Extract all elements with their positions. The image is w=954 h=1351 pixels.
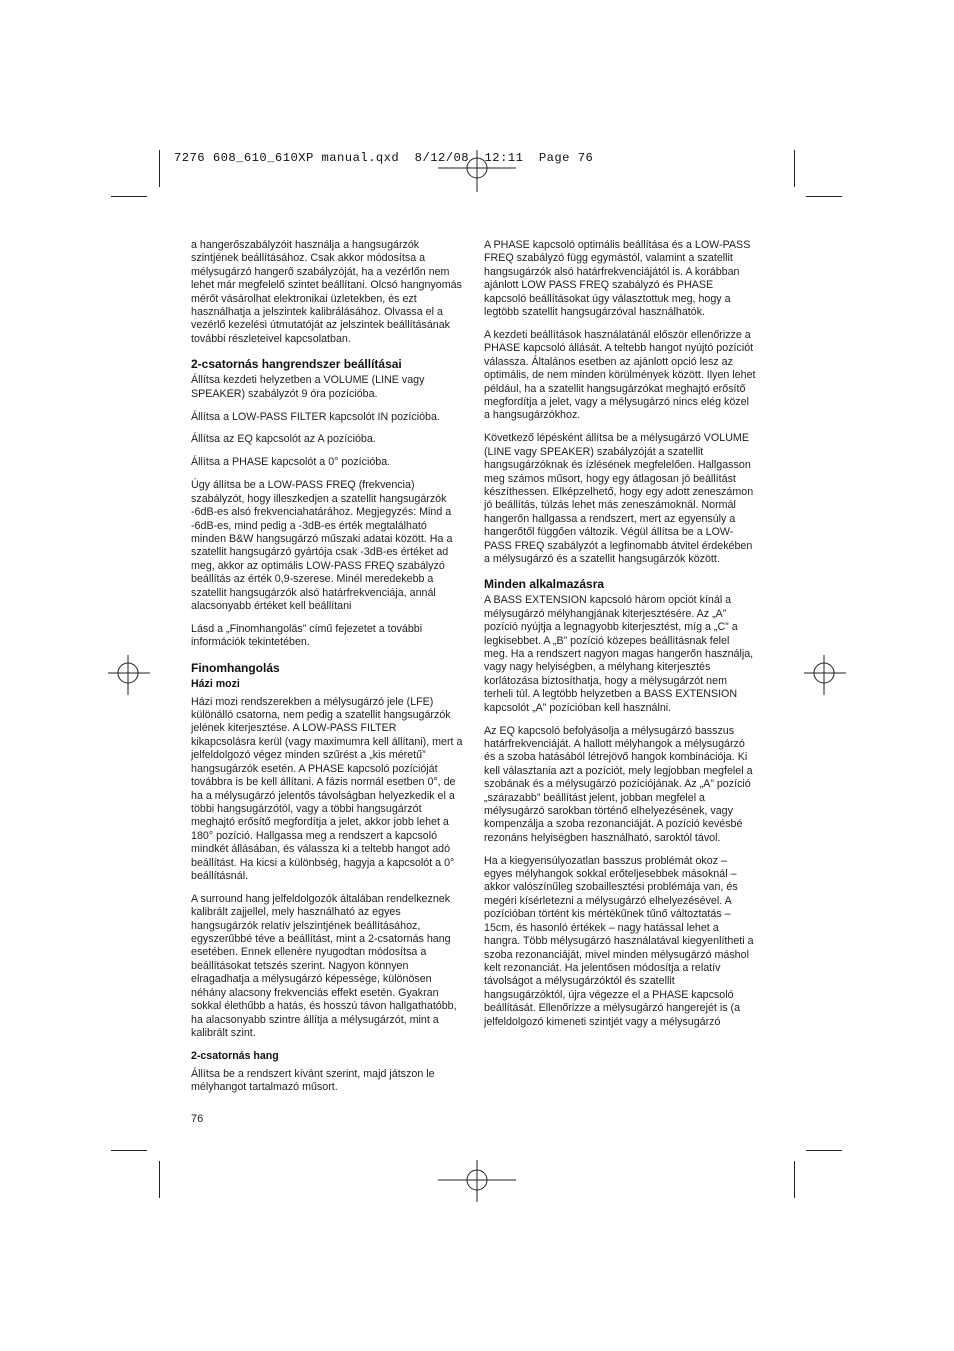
paragraph: A surround hang jelfeldolgozók általában rendelkeznek kalibrált zajjellel, mely használható az egyes hangsugárzók relatív jelszintjének beállításához, egyszerűbbé téve a beállítást, mint a 2-csatornás hang esetében. Ennek ellenére nyugodtan módosítsa a beállításokat tetszés szerint. Nagyon könnyen elragadhatja a mélysugárzó képessége, különösen néhány alacsony frekvenciás effekt esetén. Gyakran sokkal élethűbb a hatás, és hosszú távon hallgathatóbb, ha alacsonyabb szintre állítja a mélysugárzót, mint a kalibrált szint.: [191, 892, 457, 1039]
paragraph: Ha a kiegyensúlyozatlan basszus problémát okoz – egyes mélyhangok sokkal erőteljesebbek másoknál – akkor valószínűleg szobaillesztési problémája van, és megéri kísérletezni a mélysugárzó elhelyezésével. A pozícióban történt kis mértékűnek tűnő változtatás – 15cm, és hasonló értékek – nagy hatással lehet a hangra. Több mélysugárzó használatával kiegyenlítheti a szoba rezonanciáját, mivel minden mélysugárzó máshol kelt rezonanciát. Ha jelentősen módosítja a relatív távolságot a mélysugárzóktól és szatellit hangsugárzóktól, újra végezze el a PHASE kapcsoló beállítását. Ellenőrizze a mélysugárzó hangerejét is (a jelfeldolgozó kimeneti szintjét vagy a mélysugárzó: [484, 854, 754, 1028]
crop-mark-top-right-h: [806, 196, 842, 197]
subheading-2-channel-audio: 2-csatornás hang: [191, 1049, 279, 1062]
crop-mark-bottom-left-h: [111, 1150, 147, 1151]
section-heading-2-channel-setup: 2-csatornás hangrendszer beállításai: [191, 357, 402, 372]
section-heading-fine-tuning: Finomhangolás: [191, 660, 280, 675]
registration-mark-right: [804, 655, 846, 695]
intro-paragraph: a hangerőszabályzóit használja a hangsugárzók szintjének beállításához. Csak akkor módosítsa a mélysugárzó hangerő szabályzóját, ha a vezérlőn nem lehet már megfelelő szintet beállítani. Olcsó hangnyomás mérőt vásárolhat elektronikai üzletekben, és ezt használhatja a jelszintek kalibrálásához. Olvassa el a vezérlő kezelési útmutatóját az jelszintek beállításának további részleteivel kapcsolatban.: [191, 239, 462, 345]
paragraph: Úgy állítsa be a LOW-PASS FREQ (frekvencia) szabályzót, hogy illeszkedjen a szatellit hangsugárzók -6dB-es alsó frekvenciahatárához. Megjegyzés: Mind a -6dB-es, mind pedig a -3dB-es érték megtalálható minden B&W hangsugárzó műszaki adatai között. Ha a szatellit hangsugárzó gyártója csak -3dB-es értéket ad meg, akkor az optimális LOW-PASS FREQ szabályzó beállítás az érték 0,9-szerese. Minél meredekebb a szatellit hangsugárzók alsó határfrekvenciája, annál alacsonyabb értéket kell beállítani: [191, 479, 453, 612]
paragraph: Következő lépésként állítsa be a mélysugárzó VOLUME (LINE vagy SPEAKER) szabályzóját a szatellit hangsugárzóknak és ízlésének megfelelően. Hallgasson meg számos műsort, hogy egy átlagosan jó beállítást készíthessen. Elképzelhető, hogy egy adott zeneszámon jó beállítás, túlzás lehet más zeneszámoknál. Normál hangerőn hallgassa a rendszert, mert az egyensúly a hangerőtől függően változik. Végül állítsa be a LOW-PASS FREQ szabályzót a legfinomabb átvitel érdekében a mélysugárzó és a szatellit hangsugárzók között.: [484, 432, 754, 565]
paragraph: Állítsa a PHASE kapcsolót a 0° pozícióba.: [191, 456, 391, 469]
paragraph: A kezdeti beállítások használatánál először ellenőrizze a PHASE kapcsoló állását. A teltebb hangot nyújtó pozíciót válassza. Általános esetben az ajánlott opció lesz az optimális, de nem minden körülmények között. Ilyen lehet például, ha a szatellit hangsugárzókat meghajtó erősítő megfordítja a jelet, vagy a mélysugárzó nincs elég közel a hangsugárzókhoz.: [484, 328, 756, 422]
left-column: [191, 239, 463, 1104]
crop-mark-bottom-left-v: [159, 1161, 160, 1198]
paragraph: Állítsa kezdeti helyzetben a VOLUME (LINE vagy SPEAKER) szabályzót 9 óra pozícióba.: [191, 374, 425, 400]
print-slug-line: 7276 608_610_610XP manual.qxd 8/12/08 12:11 Page 76: [174, 151, 594, 165]
section-heading-all-applications: Minden alkalmazásra: [484, 577, 605, 592]
paragraph: Állítsa a LOW-PASS FILTER kapcsolót IN pozícióba.: [191, 410, 440, 423]
registration-mark-bottom: [438, 1160, 516, 1202]
crop-mark-top-right-v: [794, 150, 795, 187]
registration-mark-left: [108, 655, 150, 695]
crop-mark-bottom-right-v: [794, 1161, 795, 1198]
paragraph: Állítsa az EQ kapcsolót az A pozícióba.: [191, 433, 376, 446]
crop-mark-bottom-right-h: [806, 1150, 842, 1151]
paragraph: A BASS EXTENSION kapcsoló három opciót kínál a mélysugárzó mélyhangjának kiterjesztésére. Az „A” pozíció nyújtja a legnagyobb kiterjesztést, míg a „C” a legkisebbet. A „B” pozíció közepes beállításnak felel meg. Ha a rendszert nagyon magas hangerőn használja, vagy nagy helyiségben, a mélyhang kiterjesztés korlátozása biztosíthatja, hogy a mélysugárzót nem terheli túl. A legtöbb helyzetben a BASS EXTENSION kapcsolót „A” pozícióban kell használni.: [484, 594, 754, 714]
paragraph: Lásd a „Finomhangolás” című fejezetet a további információk tekintetében.: [191, 622, 423, 649]
paragraph: Állítsa be a rendszert kívánt szerint, majd játszon le mélyhangot tartalmazó műsort.: [191, 1067, 435, 1094]
crop-mark-top-left-h: [111, 196, 147, 197]
crop-mark-top-left-v: [159, 150, 160, 187]
paragraph: A PHASE kapcsoló optimális beállítása és a LOW-PASS FREQ szabályzó függ egymástól, valamint a szatellit hangsugárzók alsó határfrekvenciájától is. A korábban ajánlott LOW PASS FREQ szabályzó és PHASE kapcsoló beállításokat úgy választottuk meg, hogy a legtöbb szatellit hangsugárzóval használhatók.: [484, 239, 751, 319]
subheading-home-theater: Házi mozi: [191, 677, 240, 690]
right-column: [484, 239, 756, 1038]
paragraph: Házi mozi rendszerekben a mélysugárzó jele (LFE) különálló csatorna, nem pedig a szatellit hangsugárzók jelének kiterjesztése. A LOW-PASS FILTER kikapcsolásra kerül (vagy maximumra kell állítani), mert a jelfeldolgozó végez minden szűrést a „kis méretű” hangsugárzók esetén. A PHASE kapcsoló pozícióját továbbra is be kell állítani. A fázis normál esetben 0°, de ha a mélysugárzó jelentős távolságban helyezkedik el a többi hangsugárzótól, vagy a többi hangsugárzót meghajtó erősítő megfordítja a jelet, akkor jobb lehet a 180° pozíció. Hallgassa meg a rendszert a kapcsoló mindkét állásában, és válassza ki a teltebb hangot adó beállítást. Ha kicsi a különbség, hagyja a kapcsolót a 0° beállításnál.: [191, 695, 463, 882]
page-number: 76: [191, 1113, 204, 1125]
paragraph: Az EQ kapcsoló befolyásolja a mélysugárzó basszus határfrekvenciáját. A hallott mélyhangok a mélysugárzó és a szoba hatásából létrejövő hangok kombinációja. Ki kell választania azt a pozíciót, mely legjobban megfelel a szobának és a mélysugárzó pozíciójának. Az „A” pozíció „szárazabb” beállítást jelent, jobban megfelel a mélysugárzó sarokban történő elhelyezésének, vagy kompenzálja a szoba rezonanciáját. A pozíció kevésbé rezonáns helyiségben használható, saroktól távol.: [484, 724, 753, 844]
